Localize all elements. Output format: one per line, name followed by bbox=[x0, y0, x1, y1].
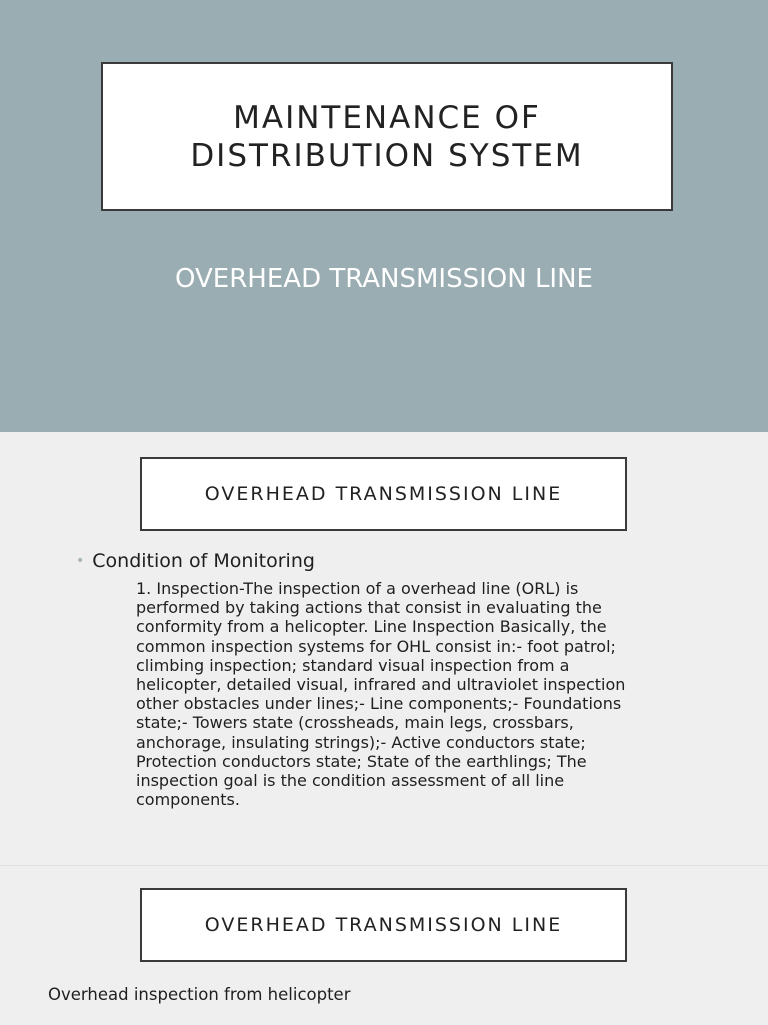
slide-header-box bbox=[140, 457, 627, 531]
slide-header: OVERHEAD TRANSMISSION LINE bbox=[204, 483, 563, 505]
bullet-text: Condition of Monitoring bbox=[92, 550, 315, 572]
title-box bbox=[101, 62, 673, 211]
body-paragraph: 1. Inspection-The inspection of a overhead line (ORL) is performed by taking actions that consist in evaluating the conformity from a helicopter. Line Inspection Basically, the common inspection systems for OHL consist in:- foot patrol; climbing inspection; standard visual inspection from a helicopter, detailed visual, infrared and ultraviolet inspection other obstacles under lines;- Line components;- Foundations state;- Towers state (crossheads, main legs, crossbars, anchorage, insulating strings);- Active conductors state; Protection conductors state; State of the earthlings; The inspection goal is the condition assessment of all line components. bbox=[136, 579, 626, 810]
slide-subtitle: OVERHEAD TRANSMISSION LINE bbox=[175, 264, 593, 294]
content-slide-helicopter bbox=[0, 865, 768, 1025]
content-slide-condition-monitoring bbox=[0, 432, 768, 865]
slide-header-box bbox=[140, 888, 627, 962]
bullet-dot-icon: • bbox=[76, 553, 85, 569]
bullet-item bbox=[76, 550, 315, 572]
slide-caption: Overhead inspection from helicopter bbox=[48, 985, 351, 1004]
title-slide bbox=[0, 0, 768, 432]
slide-title: MAINTENANCE OF DISTRIBUTION SYSTEM bbox=[190, 99, 584, 174]
slide-header: OVERHEAD TRANSMISSION LINE bbox=[204, 914, 563, 936]
